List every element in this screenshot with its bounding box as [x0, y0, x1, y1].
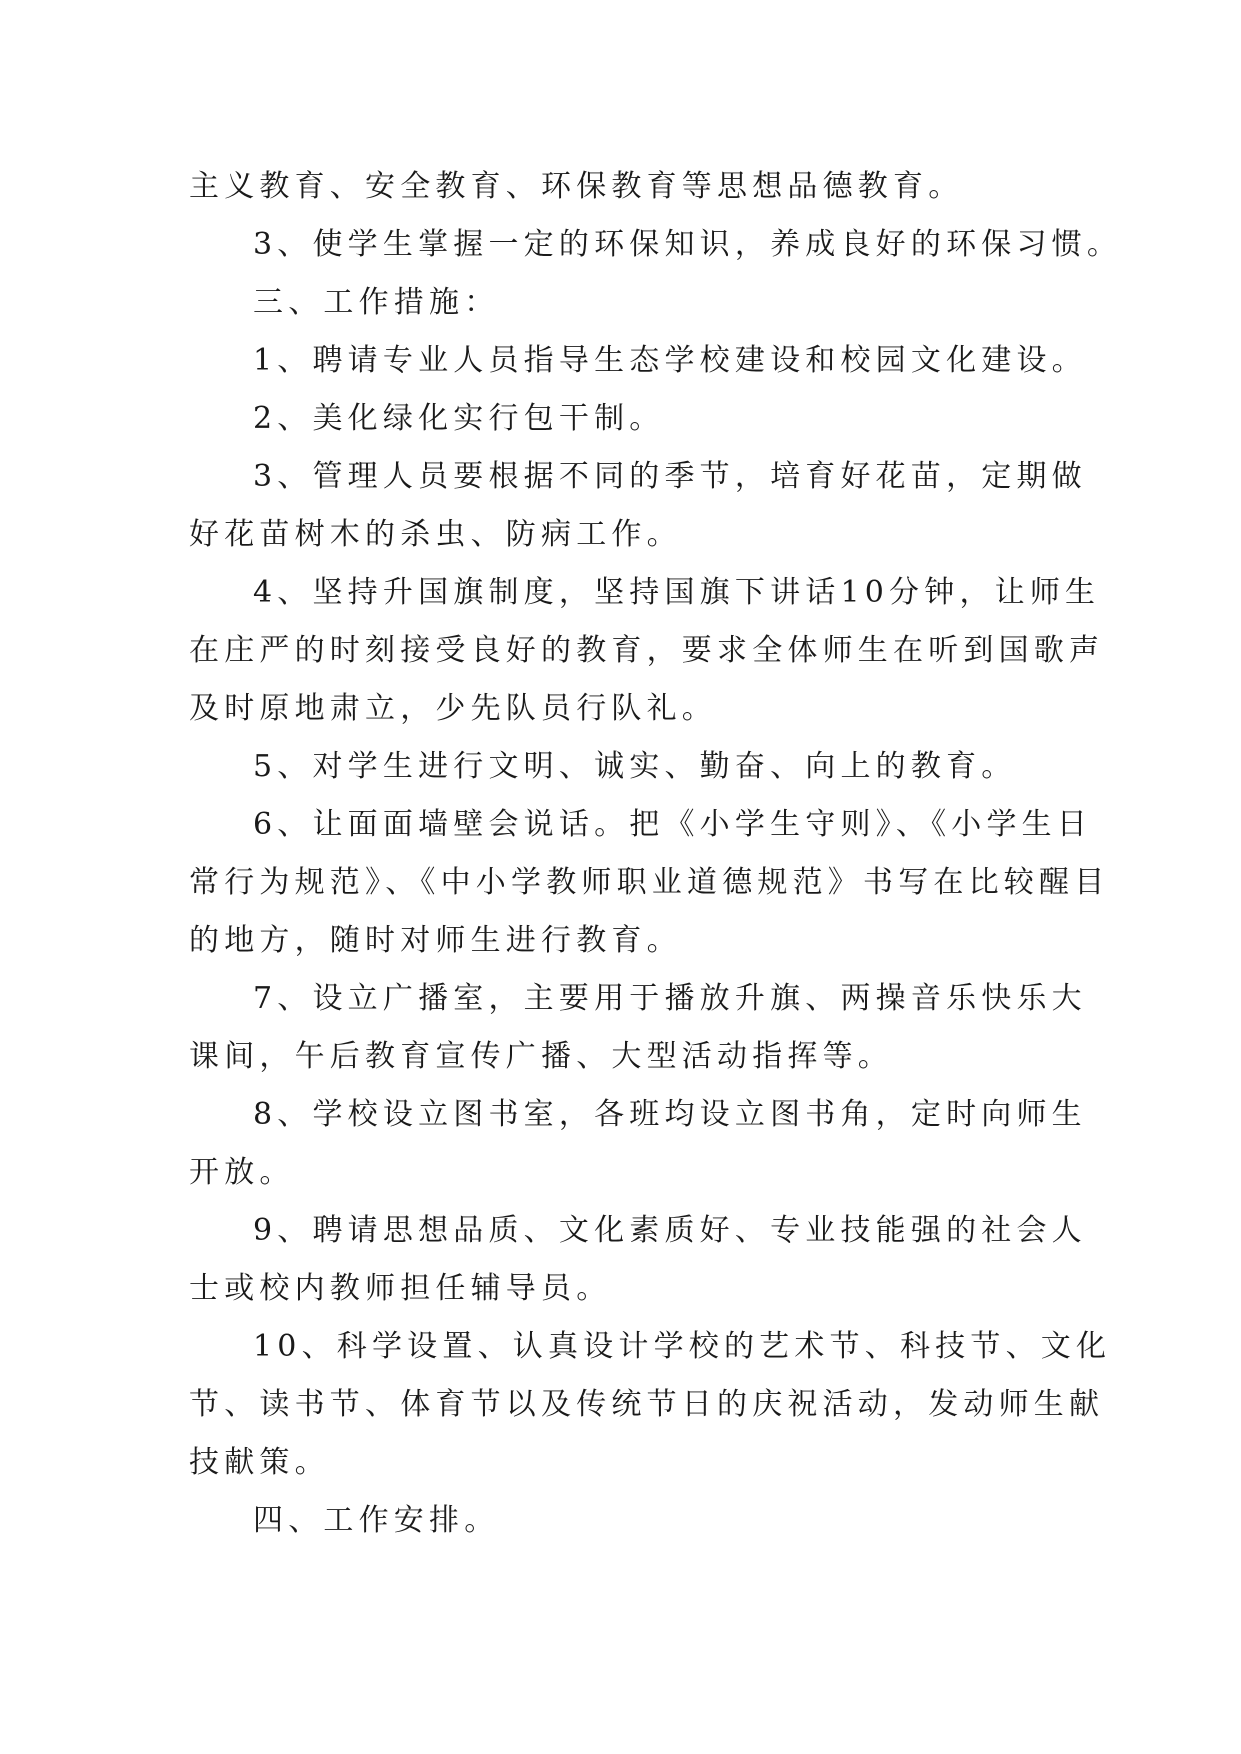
text-line: 技献策。 — [189, 1445, 330, 1480]
document-body — [189, 158, 1123, 1550]
section-heading: 三、工作措施： — [253, 285, 500, 320]
text-line: 8、学校设立图书室，各班均设立图书角，定时向师生 — [253, 1097, 1087, 1132]
section-heading: 四、工作安排。 — [253, 1503, 500, 1538]
text-line: 好花苗树木的杀虫、防病工作。 — [189, 517, 682, 552]
text-line: 开放。 — [189, 1155, 295, 1190]
text-line: 及时原地肃立，少先队员行队礼。 — [189, 691, 717, 726]
text-line: 主义教育、安全教育、环保教育等思想品德教育。 — [189, 169, 964, 204]
text-line: 节、读书节、体育节以及传统节日的庆祝活动，发动师生献 — [189, 1387, 1105, 1422]
text-line: 6、让面面墙壁会说话。把《小学生守则》、《小学生日 — [253, 807, 1093, 842]
text-line: 课间，午后教育宣传广播、大型活动指挥等。 — [189, 1039, 893, 1074]
text-line: 的地方，随时对师生进行教育。 — [189, 923, 682, 958]
text-line: 在庄严的时刻接受良好的教育，要求全体师生在听到国歌声 — [189, 633, 1105, 668]
text-line: 1、聘请专业人员指导生态学校建设和校园文化建设。 — [253, 343, 1087, 378]
text-line: 5、对学生进行文明、诚实、勤奋、向上的教育。 — [253, 749, 1017, 784]
text-line: 9、聘请思想品质、文化素质好、专业技能强的社会人 — [253, 1213, 1087, 1248]
text-line: 常行为规范》、《中小学教师职业道德规范》书写在比较醒目 — [189, 865, 1110, 900]
text-line: 3、管理人员要根据不同的季节，培育好花苗，定期做 — [253, 459, 1087, 494]
text-line: 3、使学生掌握一定的环保知识，养成良好的环保习惯。 — [253, 227, 1123, 262]
text-line: 士或校内教师担任辅导员。 — [189, 1271, 612, 1306]
text-line: 2、美化绿化实行包干制。 — [253, 401, 665, 436]
text-line: 4、坚持升国旗制度，坚持国旗下讲话10分钟，让师生 — [253, 575, 1101, 610]
text-line: 10、科学设置、认真设计学校的艺术节、科技节、文化 — [253, 1329, 1112, 1364]
text-line: 7、设立广播室，主要用于播放升旗、两操音乐快乐大 — [253, 981, 1087, 1016]
